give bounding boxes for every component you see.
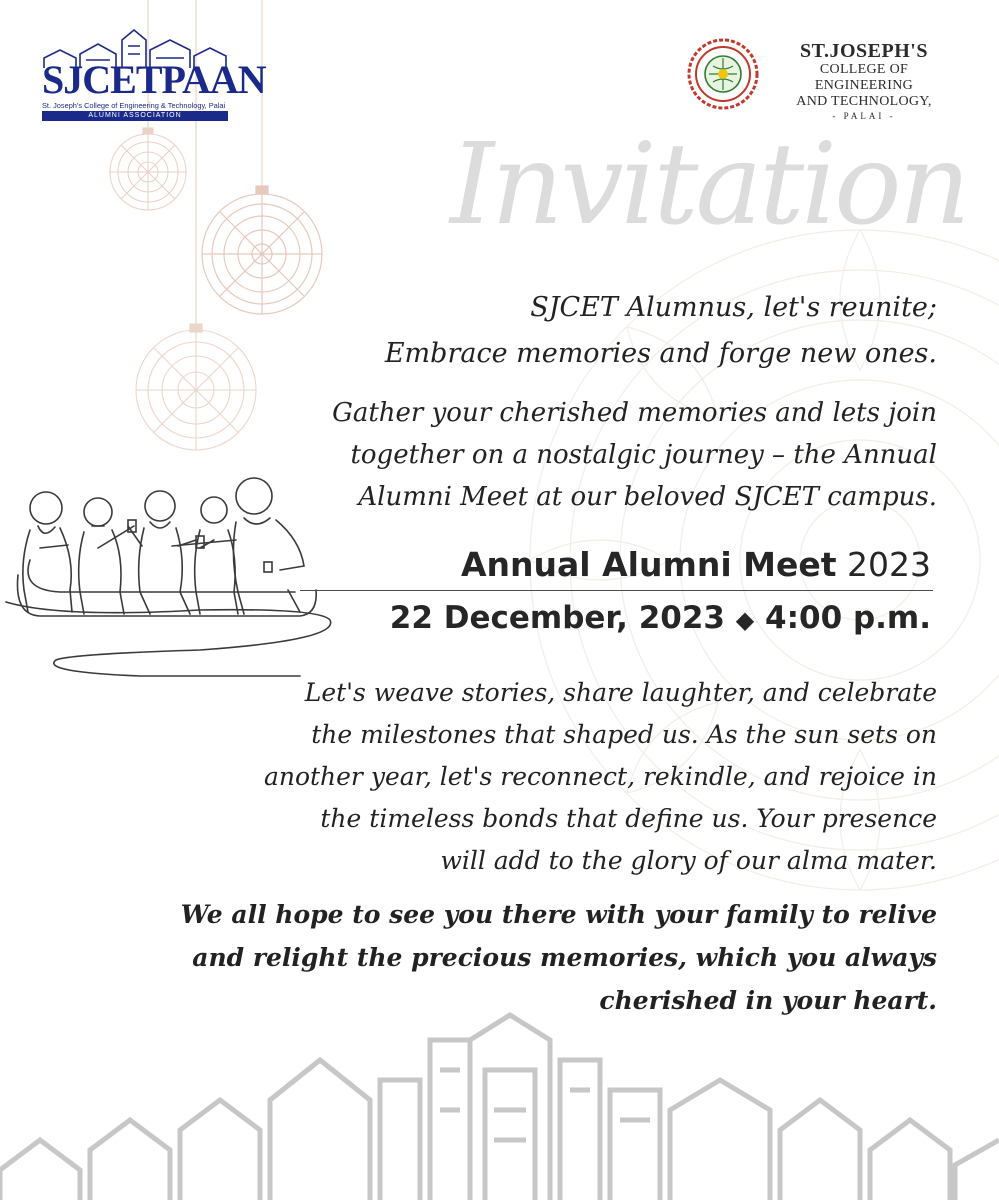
closing-line: We all hope to see you there with your family to relive xyxy=(180,900,937,929)
event-date: 22 December, 2023 xyxy=(389,600,725,636)
college-seal-icon xyxy=(687,38,759,110)
closing-line: and relight the precious memories, which you always xyxy=(192,943,937,972)
gather-text xyxy=(237,392,937,518)
message-text xyxy=(177,672,937,882)
college-name-line1: ST.JOSEPH'S xyxy=(800,40,928,62)
event-name: Annual Alumni Meet xyxy=(461,545,837,584)
college-name-line4: - PALAI - xyxy=(832,111,896,121)
ornament-large-icon xyxy=(202,186,322,314)
message-line: Let's weave stories, share laughter, and celebrate xyxy=(304,678,937,707)
campus-skyline-outline xyxy=(0,1015,999,1200)
divider-line xyxy=(300,590,933,591)
brand-bar: ALUMNI ASSOCIATION xyxy=(42,111,228,121)
gather-line: together on a nostalgic journey – the Annual xyxy=(350,440,937,470)
message-line: will add to the glory of our alma mater. xyxy=(440,846,937,875)
invitation-title: Invitation xyxy=(450,120,968,250)
college-name-line2: COLLEGE OF ENGINEERING xyxy=(814,62,914,93)
diamond-separator-icon: ◆ xyxy=(735,606,755,634)
message-line: the timeless bonds that define us. Your presence xyxy=(320,804,937,833)
college-logo xyxy=(687,38,967,121)
gather-line: Alumni Meet at our beloved SJCET campus. xyxy=(358,482,937,512)
gather-line: Gather your cherished memories and lets join xyxy=(332,398,937,428)
message-line: another year, let's reconnect, rekindle, and rejoice in xyxy=(263,762,937,791)
intro-line: Embrace memories and forge new ones. xyxy=(384,338,937,369)
brand-subtitle: St. Joseph's College of Engineering & Technology, Palai xyxy=(42,101,226,110)
sjcetpaan-logo xyxy=(40,28,266,119)
event-title xyxy=(311,542,931,588)
event-time: 4:00 p.m. xyxy=(765,600,931,636)
closing-line: cherished in your heart. xyxy=(599,986,937,1015)
brand-name: SJCETPAAN xyxy=(42,57,266,102)
closing-text xyxy=(117,893,937,1022)
event-datetime xyxy=(311,596,931,642)
intro-line: SJCET Alumnus, let's reunite; xyxy=(530,292,937,323)
college-name-line3: AND TECHNOLOGY, xyxy=(796,94,932,109)
message-line: the milestones that shaped us. As the sun sets on xyxy=(311,720,937,749)
intro-text xyxy=(317,285,937,377)
event-year: 2023 xyxy=(847,545,931,584)
ornament-small-icon xyxy=(110,128,186,210)
